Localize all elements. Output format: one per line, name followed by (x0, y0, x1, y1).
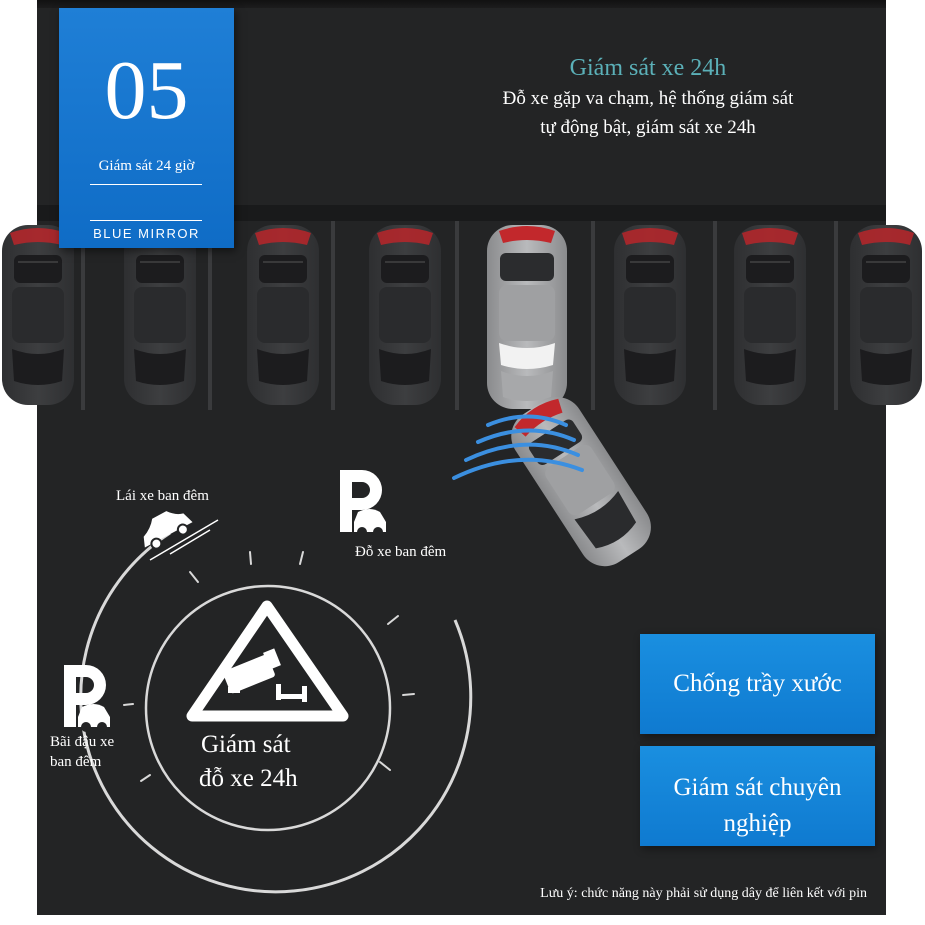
scratch-protection-badge: Chống trầy xước (640, 634, 875, 734)
badge-divider (90, 184, 202, 185)
parked-cars (2, 225, 922, 405)
pro-monitoring-line: Giám sát chuyên (673, 774, 842, 801)
footnote: Lưu ý: chức năng này phải sử dụng dây để liên kết với pin (540, 886, 867, 901)
feature-description-line: tự động bật, giám sát xe 24h (540, 117, 756, 138)
pro-monitoring-line: nghiệp (723, 810, 792, 837)
center-monitoring-label (160, 728, 340, 796)
center-label-line: đỗ xe 24h (199, 765, 298, 792)
parking-icon (340, 470, 386, 537)
parking-lot-label-line: ban đêm (50, 754, 102, 770)
parking-lot-label (50, 732, 114, 772)
badge-divider (90, 220, 202, 221)
monitored-car (487, 225, 567, 409)
center-label-line: Giám sát (201, 731, 291, 758)
night-driving-label: Lái xe ban đêm (116, 488, 209, 504)
camera-warning-icon (192, 606, 343, 716)
parking-lot-icon (64, 665, 110, 732)
feature-title: Giám sát xe 24h (569, 55, 727, 81)
driving-car-icon (135, 503, 196, 554)
night-parking-label: Đỗ xe ban đêm (355, 544, 447, 560)
brand-label: BLUE MIRROR (93, 226, 200, 241)
pro-monitoring-badge (640, 746, 875, 846)
badge-number: 05 (104, 44, 189, 137)
feature-number-badge (59, 8, 234, 248)
badge-caption: Giám sát 24 giờ (98, 158, 195, 174)
feature-description-line: Đỗ xe gặp va chạm, hệ thống giám sát (502, 88, 794, 109)
parking-lot-label-line: Bãi đậu xe (50, 734, 115, 750)
